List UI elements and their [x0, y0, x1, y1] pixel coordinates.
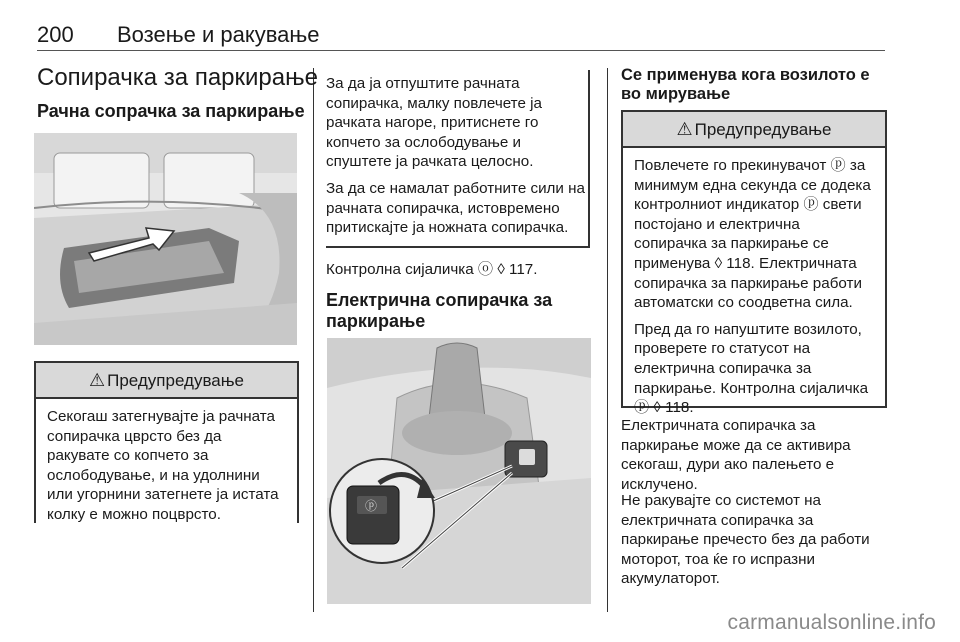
release-instructions-p1: За да ја отпуштите рачната сопирачка, малку повлечете ја рачката нагоре, притиснете го копчето за ослободување и спуштете ја рачката целосно. [326, 75, 542, 171]
right-paragraph-1: Електричната сопирачка за паркирање може да се активира секогаш, дури ако палењето е исклучено. [621, 417, 851, 493]
watermark: carmanualsonline.info [727, 611, 936, 634]
right-warning-header [623, 112, 885, 148]
svg-text:ⓟ: ⓟ [365, 499, 378, 513]
left-warning-label: Предупредување [107, 371, 245, 390]
warning-triangle-icon: ⚠ [88, 370, 106, 390]
column-divider-2 [607, 68, 608, 612]
electric-brake-heading: Електрична сопирачка за паркирање [326, 290, 553, 331]
right-paragraph-2: Не ракувајте со системот на електричната сопирачка за паркирање пречесто без да работи моторот, тоа ќе го испразни акумулаторот. [621, 492, 870, 588]
handbrake-photo [34, 133, 297, 345]
page-number: 200 [37, 22, 74, 47]
column-divider-1 [313, 68, 314, 612]
release-instructions-box [326, 70, 590, 248]
header-rule [37, 50, 885, 51]
right-warning-p1: Повлечете го прекинувачот ⓟ за минимум една секунда се додека контролниот индикатор ⓟ свети постојано и електрична сопирачка за паркирање се применува ◊ 118. Електричната сопирачка за паркирање работи автоматски со соодветна сила. [634, 157, 871, 312]
section-title: Сопирачка за паркирање [37, 64, 318, 91]
right-warning-p2: Пред да го напуштите возилото, проверете го статусот на електрична сопирачка за паркирање. Контролна сијаличка ⓟ ◊ 118. [634, 320, 869, 417]
warning-triangle-icon: ⚠ [676, 119, 693, 139]
left-warning-box [34, 361, 299, 523]
right-warning-label: Предупредување [694, 120, 832, 139]
right-warning-box [621, 110, 887, 417]
control-light-ref: Контролна сијаличка ⓞ ◊ 117. [326, 261, 538, 278]
right-heading: Се применува кога возилото е во мирување [621, 66, 870, 103]
right-warning-body [623, 148, 885, 433]
chapter-title: Возење и ракување [117, 22, 320, 47]
section-subtitle: Рачна сопрачка за паркирање [37, 101, 305, 121]
left-warning-text: Секогаш затегнувајте ја рачната сопирачка цврсто без да ракувате со копчето за ослободување, и на удолнини или угорнини затегнете ја истата колку е можно поцврсто. [47, 408, 279, 523]
left-warning-body [36, 399, 297, 540]
left-warning-header [36, 363, 297, 399]
release-instructions-p2: За да се намалат работните сили на рачната сопирачка, истовремено притискајте ја ножната сопирачка. [326, 179, 585, 237]
electric-brake-photo [327, 338, 591, 604]
